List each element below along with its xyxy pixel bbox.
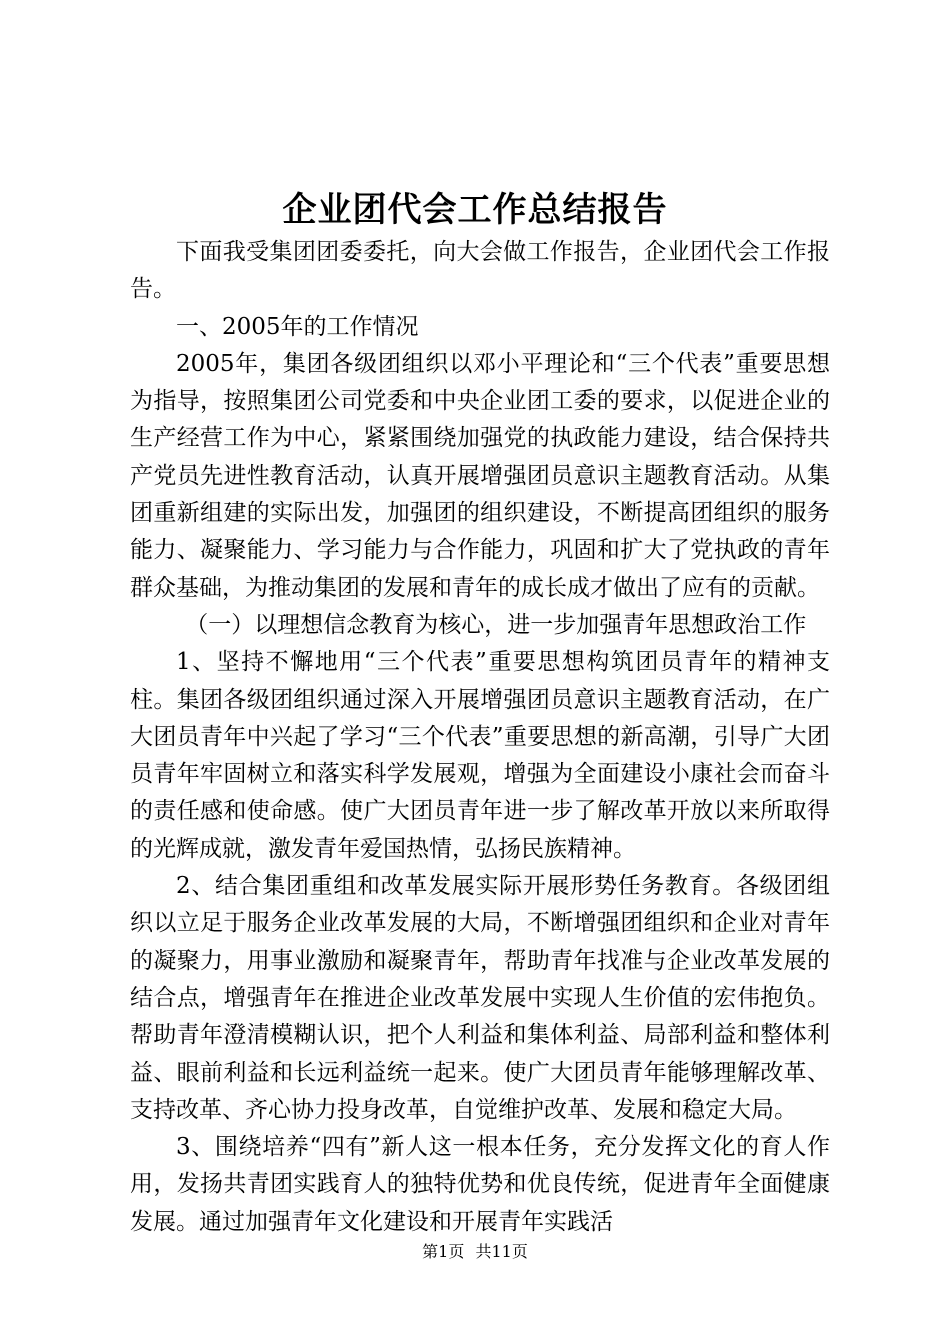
paragraph-item-1: 1、坚持不懈地用“三个代表”重要思想构筑团员青年的精神支柱。集团各级团组织通过深入开展增强团员意识主题教育活动，在广大团员青年中兴起了学习“三个代表”重要思想的新高潮，引导广大团员青年牢固树立和落实科学发展观，增强为全面建设小康社会而奋斗的责任感和使命感。使广大团员青年进一步了解改革开放以来所取得的光辉成就，激发青年爱国热情，弘扬民族精神。 <box>130 649 830 862</box>
section-heading-1: 一、2005年的工作情况 <box>176 313 419 340</box>
document-title: 企业团代会工作总结报告 <box>282 190 668 230</box>
paragraph-item-2: 2、结合集团重组和改革发展实际开展形势任务教育。各级团组织以立足于服务企业改革发展的大局，不断增强团组织和企业对青年的凝聚力，用事业激励和凝聚青年，帮助青年找准与企业改革发展的结合点，增强青年在推进企业改革发展中实现人生价值的宏伟抱负。帮助青年澄清模糊认识，把个人利益和集体利益、局部利益和整体利益、眼前利益和长远利益统一起来。使广大团员青年能够理解改革、支持改革、齐心协力投身改革，自觉维护改革、发展和稳定大局。 <box>130 873 830 1123</box>
paragraph-item-3: 3、围绕培养“四有”新人这一根本任务，充分发挥文化的育人作用，发扬共青团实践育人的独特优势和优良传统，促进青年全面健康发展。通过加强青年文化建设和开展青年实践活 <box>130 1134 830 1235</box>
page-footer <box>0 1240 950 1264</box>
subsection-heading-1: （一）以理想信念教育为核心，进一步加强青年思想政治工作 <box>185 611 807 638</box>
document-body <box>130 234 830 1241</box>
paragraph-intro: 下面我受集团团委委托，向大会做工作报告，企业团代会工作报告。 <box>130 239 830 303</box>
page-total: 共11页 <box>475 1242 528 1261</box>
paragraph-2005-overview: 2005年，集团各级团组织以邓小平理论和“三个代表”重要思想为指导，按照集团公司党委和中央企业团工委的要求，以促进企业的生产经营工作为中心，紧紧围绕加强党的执政能力建设，结合保持共产党员先进性教育活动，认真开展增强团员意识主题教育活动。从集团重新组建的实际出发，加强团的组织建设，不断提高团组织的服务能力、凝聚能力、学习能力与合作能力，巩固和扩大了党执政的青年群众基础，为推动集团的发展和青年的成长成才做出了应有的贡献。 <box>130 350 830 601</box>
page-number: 第1页 <box>422 1242 465 1261</box>
